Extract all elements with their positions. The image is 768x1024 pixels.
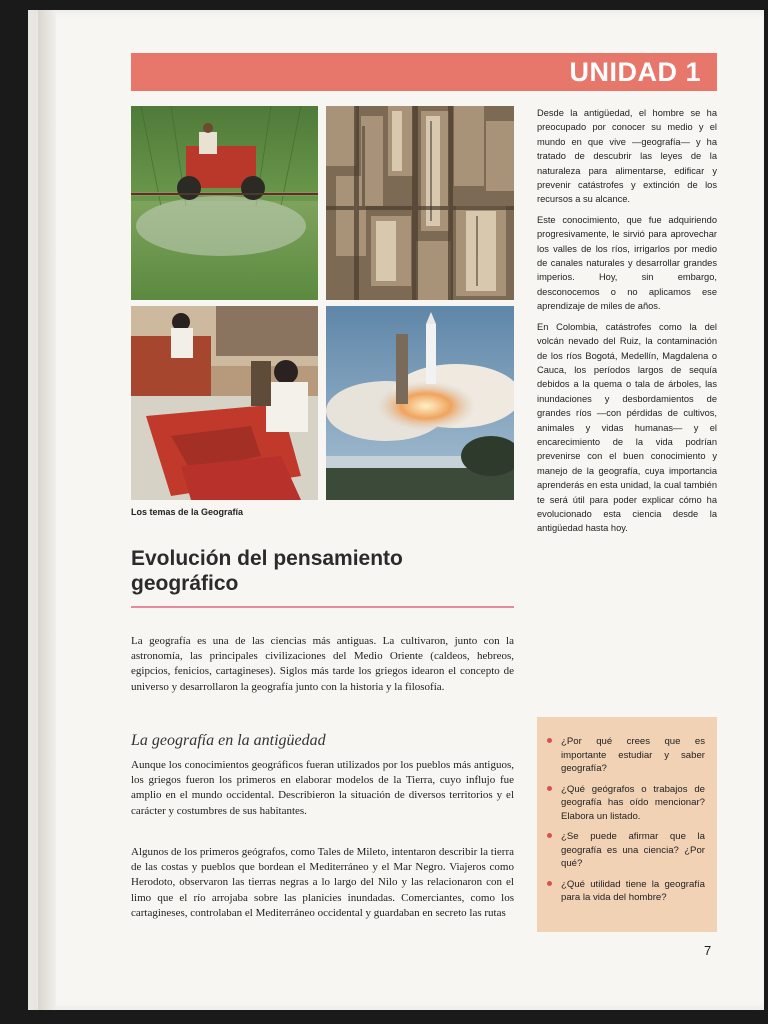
shuttle-launch-illustration xyxy=(326,306,514,500)
question-text: ¿Por qué crees que es importante estudiar y saber geografía? xyxy=(561,736,705,774)
subsection-heading: La geografía en la antigüedad xyxy=(131,732,326,749)
banner-bleedthrough-texture xyxy=(137,59,557,70)
question-text: ¿Qué geógrafos o trabajos de geografía has oído mencionar? Elabora un listado. xyxy=(561,783,705,822)
photo-shuttle-launch xyxy=(326,306,514,500)
body-paragraph: Algunos de los primeros geógrafos, como Tales de Mileto, intentaron describir la tierra de las costas y pueblos que bordean el Mediterráneo y el Mar Negro. Viajeros como Herodoto, observaron las tierras negras a lo largo del Nilo y las relacionaron con el limo que el río arrojaba sobre las planicies inundadas. Comerciantes, como los cartagineses, controlaban el Mediterráneo occidental y guardaban en secreto las rutas xyxy=(131,846,514,919)
question-text: ¿Se puede afirmar que la geografía es una ciencia? ¿Por qué? xyxy=(561,831,705,869)
photo-tractor-field xyxy=(131,106,318,300)
question-item xyxy=(547,878,705,905)
body-paragraph: Aunque los conocimientos geográficos fueran utilizados por los pueblos más antiguos, los griegos fueron los primeros en elaborar modelos de la Tierra, cuyo influjo fue amplio en el mundo occidental. Describieron la situación de diversos territorios y el carácter y costumbres de sus habitantes. xyxy=(131,759,514,817)
intro-paragraph: En Colombia, catástrofes como la del volcán nevado del Ruiz, la contaminación de los ríos Bogotá, Medellín, Magdalena o Cauca, los períodos largos de sequía debidos a la quema o tala de árboles, las inundaciones y desbordamientos de grandes ríos —con pérdidas de cultivos, animales y vidas humanas— y el encarecimiento de la vida podrían prevenirse con el buen conocimiento y manejo de la geografía, cuya importancia aprenderás en esta unidad, la cual también te será útil para poder explicar cómo ha evolucionado esta ciencia desde la antigüedad hasta hoy. xyxy=(537,321,717,534)
page-binding-edge xyxy=(38,10,56,1010)
intro-paragraph: Desde la antigüedad, el hombre se ha preocupado por conocer su medio y el mundo en que vive —geografía— y ha tratado de descubrir las leyes de la naturaleza para alimentarse, edificar y prevenir catástrofes y extinción de los recursos a su alcance. xyxy=(537,108,717,205)
photo-city-aerial xyxy=(326,106,514,300)
photo-caption: Los temas de la Geografía xyxy=(131,507,244,517)
unit-banner xyxy=(131,53,717,91)
questions-box xyxy=(537,717,717,932)
title-divider xyxy=(131,606,514,608)
tractor-field-illustration xyxy=(131,106,318,300)
unit-title: UNIDAD 1 xyxy=(569,57,701,87)
bullet-icon xyxy=(547,786,552,791)
section-title: Evolución del pensamiento geográfico xyxy=(131,547,403,595)
map-makers-illustration xyxy=(131,306,318,500)
section-intro-paragraph: La geografía es una de las ciencias más antiguas. La cultivaron, junto con la astronomía, las principales civilizaciones del Medio Oriente (caldeos, hebreos, egipcios, fenicios, cartagineses). Siglos más tarde los griegos idearon el concepto de universo y desarrollaron la geografía junto con la historia y la filosofía. xyxy=(131,635,514,693)
intro-column xyxy=(537,106,717,542)
city-aerial-illustration xyxy=(326,106,514,300)
question-item xyxy=(547,830,705,871)
bullet-icon xyxy=(547,738,552,743)
bullet-icon xyxy=(547,833,552,838)
photo-map-makers xyxy=(131,306,318,500)
intro-paragraph: Este conocimiento, que fue adquiriendo progresivamente, le sirvió para aprovechar los valles de los ríos, irrigarlos por medio de canales naturales y desarrollar grandes imperios. Hoy, sin embargo, desconocemos o no aplicamos ese aprendizaje de miles de años. xyxy=(537,214,717,312)
bullet-icon xyxy=(547,881,552,886)
questions-list xyxy=(537,717,717,905)
question-text: ¿Qué utilidad tiene la geografía para la vida del hombre? xyxy=(561,878,705,903)
question-item xyxy=(547,735,705,776)
question-item xyxy=(547,783,705,824)
page-number: 7 xyxy=(704,943,712,958)
